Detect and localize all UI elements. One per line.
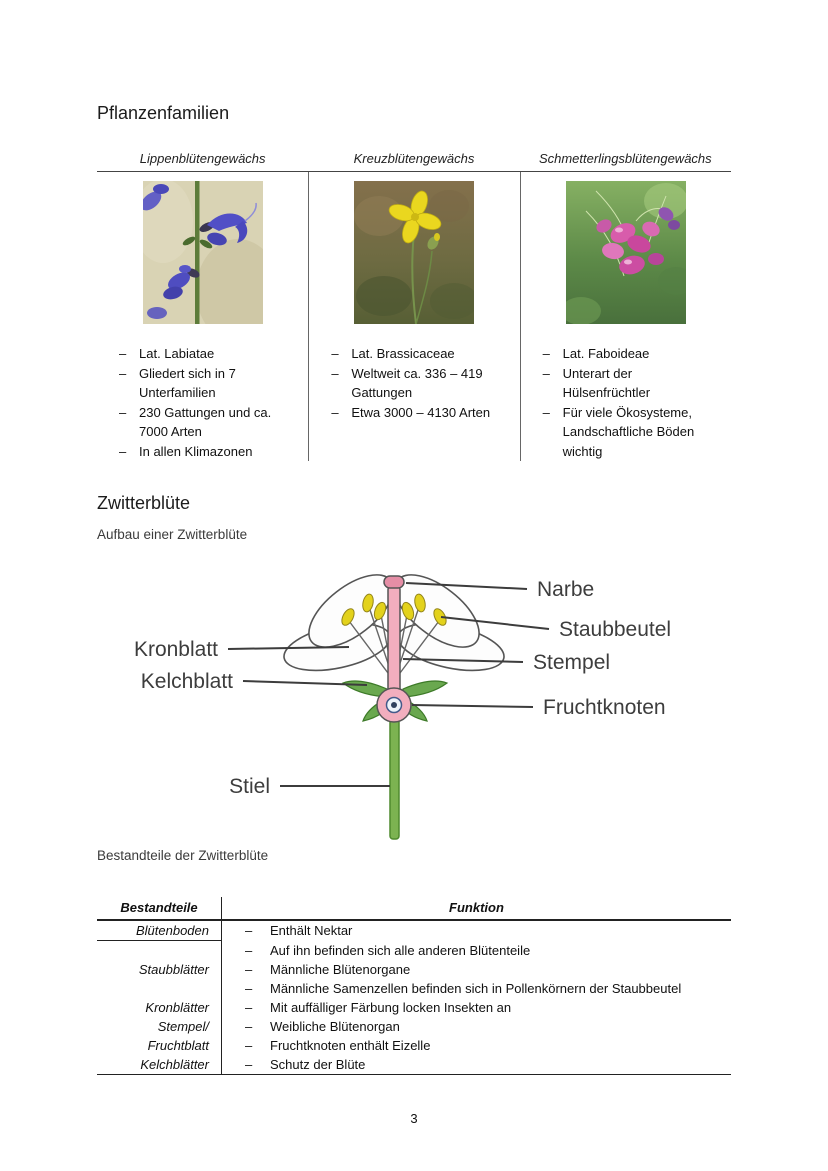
list-item: – Unterart der Hülsenfrüchtler [542, 365, 651, 400]
family-column-schmetterlingsbluetengewaechs [520, 151, 731, 461]
section-heading-zwitterbluete: Zwitterblüte [97, 493, 191, 513]
list-item: – Lat. Brassicaceae [331, 346, 455, 361]
diagram-caption: Aufbau einer Zwitterblüte [97, 527, 248, 542]
list-item: – Weltweit ca. 336 – 419 Gattungen [331, 365, 483, 400]
family-column-lippenbluetengewaechs [97, 151, 308, 461]
family-facts-list [521, 344, 731, 461]
function-cell: – Auf ihn befinden sich alle anderen Blütenteile [245, 943, 531, 958]
family-column-header: Lippenblütengewächs [97, 151, 308, 172]
function-cell: – Männliche Samenzellen befinden sich in Pollenkörnern der Staubbeutel [245, 981, 682, 996]
part-name: Kelchblätter [97, 1055, 222, 1074]
function-cell: – Enthält Nektar [245, 923, 353, 938]
stigma-shape [384, 576, 404, 588]
list-item: – 230 Gattungen und ca. 7000 Arten [119, 404, 272, 439]
label-stempel: Stempel [533, 651, 611, 674]
label-kelchblatt: Kelchblatt [140, 670, 233, 693]
part-name [97, 979, 222, 998]
label-staubbeutel: Staubbeutel [559, 618, 672, 641]
part-name: Staubblätter [97, 960, 222, 979]
function-cell: – Fruchtknoten enthält Eizelle [245, 1038, 431, 1053]
list-item: – Für viele Ökosysteme, Landschaftliche Böden wichtig [542, 404, 695, 459]
zwitterbluete-diagram [97, 559, 737, 844]
family-facts-list [97, 344, 308, 461]
page-number: 3 [410, 1111, 418, 1126]
function-column-header: Funktion [222, 897, 731, 921]
salvia-photo [143, 181, 263, 324]
label-stiel: Stiel [229, 775, 270, 798]
stem [195, 181, 200, 324]
part-name: Stempel/ [97, 1017, 222, 1036]
family-column-kreuzbluetengewaechs [308, 151, 519, 461]
part-name [97, 941, 222, 960]
function-cell: – Schutz der Blüte [245, 1057, 366, 1072]
part-name: Blütenboden [97, 921, 222, 941]
label-kronblatt: Kronblatt [133, 638, 218, 661]
function-cell: – Mit auffälliger Färbung locken Insekten an [245, 1000, 512, 1015]
style-shape [388, 585, 400, 697]
family-facts-list [309, 344, 519, 422]
function-cell: – Männliche Blütenorgane [245, 962, 411, 977]
stem-shape [390, 719, 399, 839]
family-column-header: Schmetterlingsblütengewächs [520, 151, 731, 172]
part-name: Fruchtblatt [97, 1036, 222, 1055]
list-item: – In allen Klimazonen [119, 443, 253, 459]
list-item: – Lat. Faboideae [542, 346, 650, 361]
list-item: – Etwa 3000 – 4130 Arten [331, 404, 491, 420]
family-column-header: Kreuzblütengewächs [308, 151, 519, 172]
yellow-crucifer-photo [354, 181, 474, 324]
part-name: Kronblätter [97, 998, 222, 1017]
table-caption: Bestandteile der Zwitterblüte [97, 848, 269, 863]
pink-pea-photo [566, 181, 686, 324]
ovule-core [391, 702, 397, 708]
flower-parts-table [97, 897, 731, 1075]
function-cell: – Weibliche Blütenorgan [245, 1019, 400, 1034]
label-narbe: Narbe [537, 578, 595, 601]
label-fruchtknoten: Fruchtknoten [543, 696, 666, 719]
page-title: Pflanzenfamilien [97, 103, 230, 123]
list-item: – Gliedert sich in 7 Unterfamilien [119, 365, 236, 400]
list-item: – Lat. Labiatae [119, 346, 215, 361]
parts-column-header: Bestandteile [97, 897, 222, 921]
plant-families-table [97, 151, 731, 461]
